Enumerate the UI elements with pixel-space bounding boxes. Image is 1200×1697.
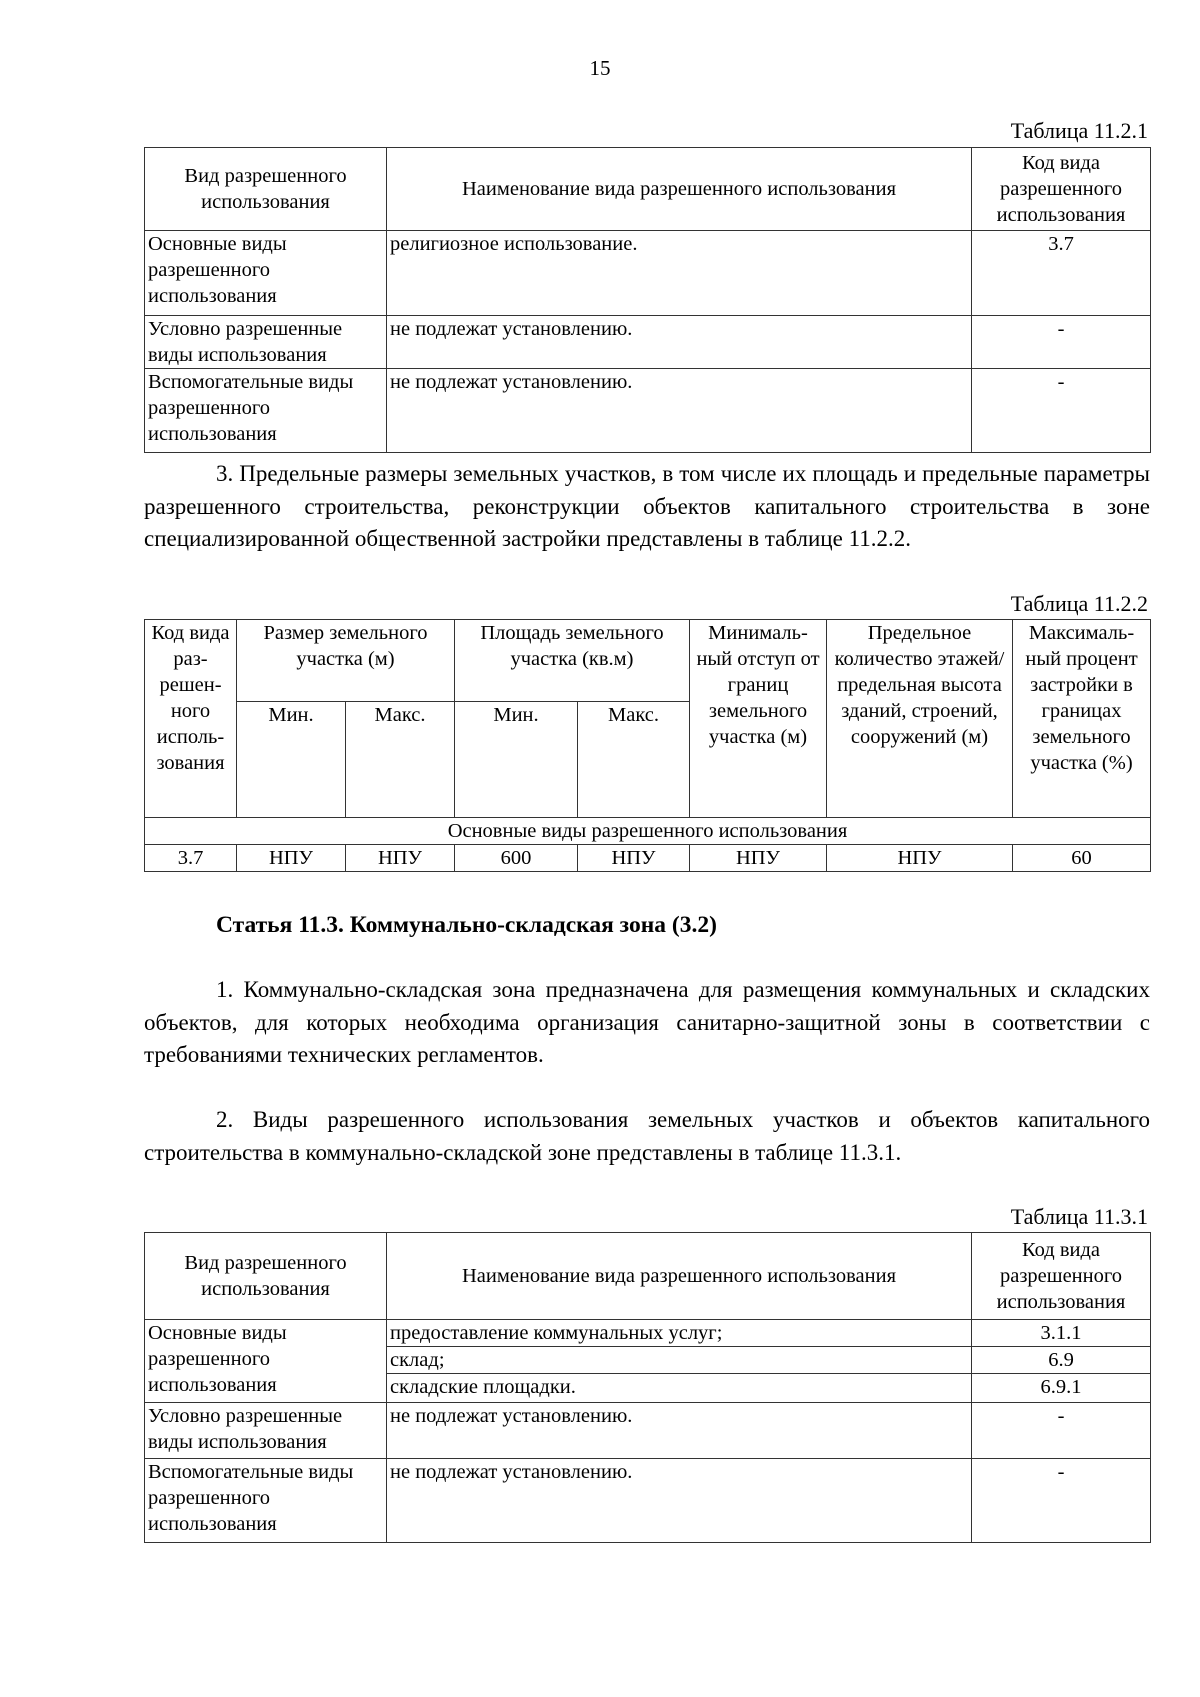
header-cell: Макс. [578,702,690,818]
table-caption: Таблица 11.3.1 [1010,1204,1148,1229]
table-row [145,845,1151,872]
header-cell: Код вида разрешенного использования [972,148,1151,231]
value-cell: 600 [455,845,578,872]
header-cell: Вид разрешенного использования [145,148,387,231]
name-cell: предоставление коммунальных услуг; [387,1320,972,1347]
header-cell: Макс. [346,702,455,818]
type-cell: Условно разрешенные виды использования [145,1403,387,1459]
paragraph-1: 1. Коммунально-складская зона предназначена для размещения коммунальных и складских объектов, для которых необходима организация санитарно-защитной зоны в соответствии с требованиями технических регламентов. [144,977,1150,1067]
header-cell: Мин. [237,702,346,818]
code-cell: - [972,369,1151,453]
code-cell: - [972,1459,1151,1543]
header-cell: Код вида разрешенного использования [972,1233,1151,1320]
value-cell: НПУ [237,845,346,872]
section-row [145,818,1151,845]
page-number: 15 [589,56,611,80]
header-cell: Минималь-ный отступ от границ земельного участка (м) [690,620,827,818]
value-cell: НПУ [578,845,690,872]
header-cell: Наименование вида разрешенного использования [387,148,972,231]
table-row [145,316,1151,369]
table-header-row [145,1233,1151,1320]
header-cell: Код вида раз-решен-ного исполь-зования [145,620,237,818]
table-row [145,1459,1151,1543]
table-caption: Таблица 11.2.2 [1010,591,1148,616]
table-row [145,1320,1151,1347]
code-cell: - [972,316,1151,369]
code-cell: 3.7 [145,845,237,872]
name-cell: не подлежат установлению. [387,1403,972,1459]
name-cell: склад; [387,1347,972,1374]
article-heading: Статья 11.3. Коммунально-складская зона (3.2) [216,912,717,938]
code-cell: 6.9.1 [972,1374,1151,1403]
type-cell: Основные виды разрешенного использования [145,1320,387,1403]
value-cell: НПУ [827,845,1013,872]
table-row [145,369,1151,453]
table-row [145,231,1151,316]
header-cell: Предельное количество этажей/ предельная высота зданий, строений, сооружений (м) [827,620,1013,818]
header-cell: Размер земельного участка (м) [237,620,455,702]
code-cell: - [972,1403,1151,1459]
paragraph-3: 3. Предельные размеры земельных участков, в том числе их площадь и предельные параметры разрешенного строительства, реконструкции объектов капитального строительства в зоне специализированной общественной застройки представлены в таблице 11.2.2. [144,461,1150,551]
code-cell: 6.9 [972,1347,1151,1374]
name-cell: не подлежат установлению. [387,316,972,369]
value-cell: 60 [1013,845,1151,872]
header-cell: Площадь земельного участка (кв.м) [455,620,690,702]
value-cell: НПУ [346,845,455,872]
paragraph-2: 2. Виды разрешенного использования земельных участков и объектов капитального строительства в коммунально-складской зоне представлены в таблице 11.3.1. [144,1107,1150,1165]
table-11-3-1 [144,1232,1151,1543]
name-cell: религиозное использование. [387,231,972,316]
name-cell: складские площадки. [387,1374,972,1403]
table-row [145,1403,1151,1459]
header-cell: Максималь-ный процент застройки в границах земельного участка (%) [1013,620,1151,818]
name-cell: не подлежат установлению. [387,1459,972,1543]
type-cell: Основные виды разрешенного использования [145,231,387,316]
name-cell: не подлежат установлению. [387,369,972,453]
header-cell: Вид разрешенного использования [145,1233,387,1320]
table-header-row [145,148,1151,231]
table-caption: Таблица 11.2.1 [1010,118,1148,143]
table-header-row [145,620,1151,702]
table-11-2-1 [144,147,1151,453]
type-cell: Вспомогательные виды разрешенного использования [145,369,387,453]
table-11-2-2 [144,619,1151,872]
type-cell: Условно разрешенные виды использования [145,316,387,369]
code-cell: 3.7 [972,231,1151,316]
value-cell: НПУ [690,845,827,872]
header-cell: Мин. [455,702,578,818]
header-cell: Наименование вида разрешенного использования [387,1233,972,1320]
section-label: Основные виды разрешенного использования [145,818,1151,845]
code-cell: 3.1.1 [972,1320,1151,1347]
type-cell: Вспомогательные виды разрешенного использования [145,1459,387,1543]
